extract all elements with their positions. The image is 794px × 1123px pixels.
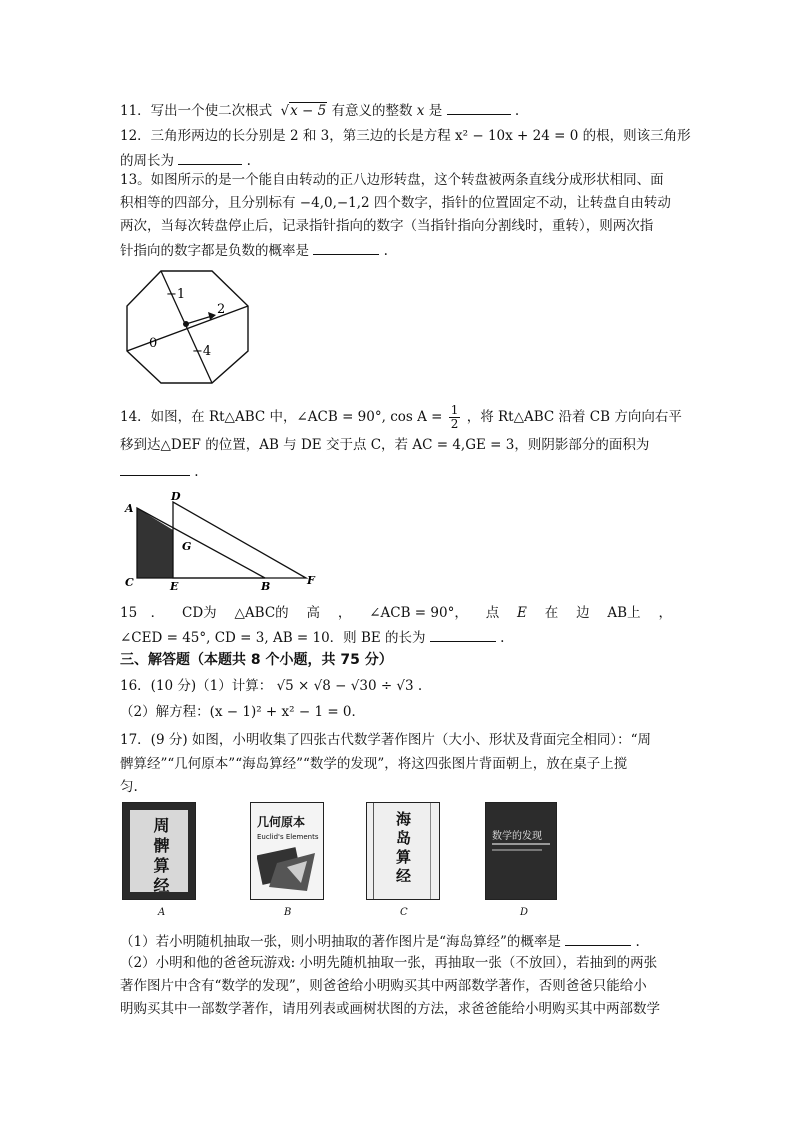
answer-blank-14[interactable] xyxy=(120,461,190,476)
sqrt-expression: √x − 5 xyxy=(280,103,327,119)
spinner-label-neg1: −1 xyxy=(166,287,186,302)
q15-text: ∠CED = 45°, CD = 3, AB = 10．则 BE 的长为 xyxy=(120,630,426,646)
book-a-label: A xyxy=(158,907,166,918)
question-16-line-1 xyxy=(120,677,422,696)
question-12-line-1: 12．三角形两边的长分别是 2 和 3，第三边的长是方程 x² − 10x + 24 = 0 的根，则该三角形 xyxy=(120,128,691,144)
book-b-label: B xyxy=(284,907,292,918)
question-13-line-1: 13。如图所示的是一个能自由转动的正八边形转盘，这个转盘被两条直线分成形状相同、面 xyxy=(120,172,664,188)
q15-part: ∠ACB = 90°， xyxy=(369,605,468,621)
question-17-part-2-line-1: （2）小明和他的爸爸玩游戏: 小明先随机抽取一张，再抽取一张（不放回），若抽到的两张 xyxy=(120,955,658,971)
q15-part: ， xyxy=(337,605,352,621)
label-g: G xyxy=(182,540,192,553)
q11-period: . xyxy=(514,103,520,119)
q16-expression: √5 × √8 − √30 ÷ √3 . xyxy=(276,678,423,694)
q17-part1-period: . xyxy=(635,934,640,950)
question-13-line-2: 积相等的四部分，且分别标有 −4,0,−1,2 四个数字，指针的位置固定不动，让转盘自由转动 xyxy=(120,195,671,211)
answer-blank-13[interactable] xyxy=(313,240,379,255)
q15-part: ， xyxy=(658,605,672,621)
answer-blank-15[interactable] xyxy=(430,627,496,642)
q15-part: 高 xyxy=(306,605,321,621)
question-17-line-2: 髀算经”“几何原本”“海岛算经”“数学的发现”，将这四张图片背面朝上，放在桌子上搅 xyxy=(120,756,628,772)
q15-part: 边 xyxy=(576,605,590,621)
q15-part: 15 ． xyxy=(120,605,165,621)
question-12-line-2 xyxy=(120,150,251,171)
label-a: A xyxy=(125,502,134,515)
question-17-line-1: 17．(9 分) 如图，小明收集了四张古代数学著作图片（大小、形状及背面完全相同）：“周 xyxy=(120,732,652,748)
question-13-line-3: 两次，当每次转盘停止后，记录指针指向的数字（当指针指向分割线时，重转），则两次指 xyxy=(120,218,654,234)
q15-part: 点 xyxy=(485,605,500,621)
pointer-arrow xyxy=(186,316,212,324)
label-e: E xyxy=(170,580,179,590)
question-17-line-3: 匀. xyxy=(120,779,138,795)
book-d-title: 数学的发现 xyxy=(492,831,542,842)
question-14-line-2: 移到达△DEF 的位置，AB 与 DE 交于点 C，若 AC = 4,GE = 3，则阴影部分的面积为 xyxy=(120,437,650,453)
divider-line-2 xyxy=(127,306,248,351)
fraction-numerator: 1 xyxy=(450,403,459,417)
label-c: C xyxy=(125,576,134,589)
fraction-denominator: 2 xyxy=(450,417,459,431)
label-b: B xyxy=(261,580,271,590)
book-b-title: 几何原本 xyxy=(257,815,306,829)
section-3-heading: 三、解答题（本题共 8 个小题，共 75 分） xyxy=(120,652,393,668)
octagon-spinner-figure xyxy=(124,268,254,386)
answer-blank-12[interactable] xyxy=(178,150,242,165)
q15-period: . xyxy=(500,630,505,646)
q15-part: CD为 xyxy=(182,605,217,621)
q14-text: 14．如图，在 Rt△ABC 中，∠ACB = 90°, cos A = xyxy=(120,409,443,425)
spinner-label-0: 0 xyxy=(149,336,158,351)
book-c-label: C xyxy=(400,907,408,918)
question-11 xyxy=(120,100,519,121)
book-card-d xyxy=(485,802,557,900)
q11-text-3: 是 xyxy=(428,103,443,119)
question-14-line-1 xyxy=(120,404,682,431)
book-c-title: 海岛算经 xyxy=(394,811,412,887)
q12-text: 的周长为 xyxy=(120,153,174,169)
book-b-cover-art xyxy=(257,843,317,895)
book-card-c xyxy=(366,802,440,900)
book-card-b xyxy=(250,802,324,900)
q11-text-2: 有意义的整数 xyxy=(331,103,413,119)
q13-text: 针指向的数字都是负数的概率是 xyxy=(120,243,309,259)
question-13-line-4 xyxy=(120,240,388,261)
spinner-label-2: 2 xyxy=(217,302,226,317)
q17-part1-text: （1）若小明随机抽取一张，则小明抽取的著作图片是“海岛算经”的概率是 xyxy=(120,934,561,950)
book-card-a xyxy=(122,802,196,900)
q13-period: . xyxy=(383,243,388,259)
book-a-title: 周髀算经 xyxy=(151,817,170,897)
fraction-one-half xyxy=(449,404,461,431)
question-17-part-2-line-2: 著作图片中含有“数学的发现”，则爸爸给小明购买其中两部数学著作，否则爸爸只能给小 xyxy=(120,978,647,994)
triangle-def xyxy=(173,502,306,578)
q11-var: x xyxy=(416,103,425,119)
book-b-subtitle: Euclid's Elements xyxy=(257,833,319,841)
question-17-part-2-line-3: 明购买其中一部数学著作，请用列表或画树状图的方法，求爸爸能给小明购买其中两部数学 xyxy=(120,1001,660,1017)
question-15-line-2 xyxy=(120,627,504,648)
question-14-line-3 xyxy=(120,461,199,482)
q15-part: AB上 xyxy=(607,605,641,621)
triangle-translation-figure xyxy=(120,488,320,590)
answer-blank-11[interactable] xyxy=(447,100,511,115)
octagon-outline xyxy=(127,271,248,383)
q15-part: 在 xyxy=(544,605,559,621)
q14-text-2: ，将 Rt△ABC 沿着 CB 方向向右平 xyxy=(466,409,682,425)
answer-blank-17-1[interactable] xyxy=(565,931,631,946)
q15-part: △ABC的 xyxy=(234,605,289,621)
question-16-line-2: （2）解方程：(x − 1)² + x² − 1 = 0． xyxy=(120,704,366,720)
q16-text: 16．(10 分)（1）计算： xyxy=(120,678,273,694)
label-d: D xyxy=(171,490,181,503)
q11-text: 11．写出一个使二次根式 xyxy=(120,103,273,119)
q11-radicand: x − 5 xyxy=(290,103,327,119)
label-f: F xyxy=(307,574,315,587)
q12-period: . xyxy=(246,153,251,169)
question-15-line-1 xyxy=(120,604,672,623)
q14-period: . xyxy=(194,464,199,480)
spinner-label-neg4: −4 xyxy=(192,344,212,359)
q15-part: E xyxy=(517,605,527,621)
book-d-label: D xyxy=(520,907,529,918)
question-17-part-1 xyxy=(120,931,640,952)
